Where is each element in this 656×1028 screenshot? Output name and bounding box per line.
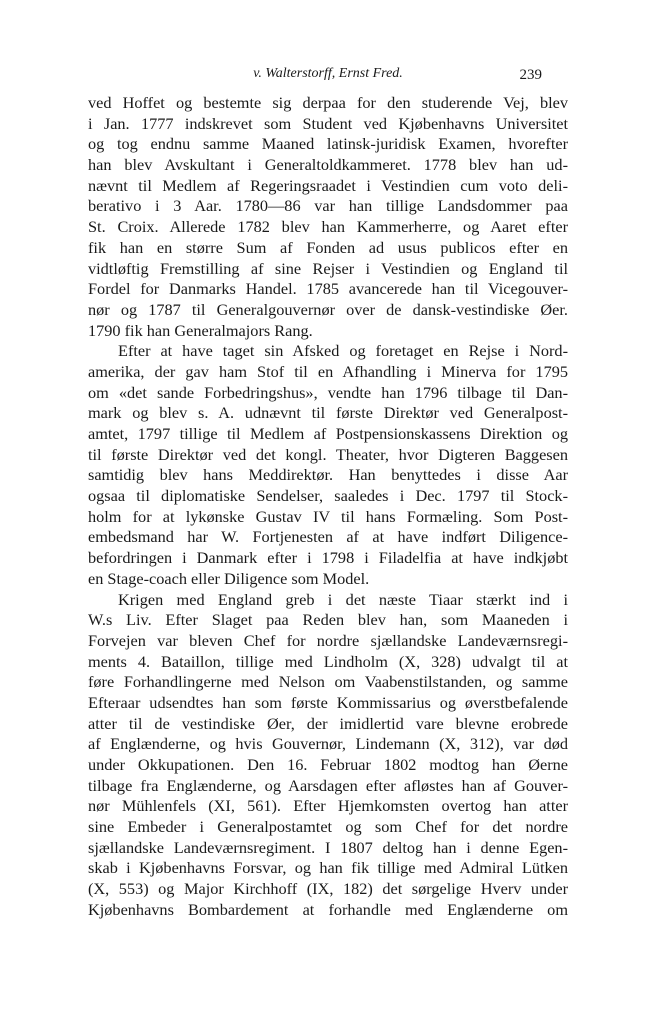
text-line: en Stage-coach eller Diligence som Model. bbox=[88, 568, 370, 588]
text-line: Fordel for Danmarks Handel. 1785 avancerede han til Vicegouver- bbox=[88, 279, 568, 299]
text-line: under Okkupationen. Den 16. Februar 1802 modtog han Øerne bbox=[88, 755, 568, 774]
text-line: ved Hoffet og bestemte sig derpaa for den studerende Vej, blev bbox=[88, 93, 568, 112]
text-line: i Jan. 1777 indskrevet som Student ved Kjøbenhavns Universitet bbox=[88, 113, 568, 133]
text-line: Kjøbenhavns Bombardement at forhandle med Englænderne om bbox=[88, 899, 568, 919]
text-line: nævnt til Medlem af Regeringsraadet i Vestindien cum voto deli- bbox=[88, 175, 568, 195]
text-line: samtidig blev hans Meddirektør. Han benyttedes i disse Aar bbox=[88, 465, 568, 485]
text-line: skab i Kjøbenhavns Forsvar, og han fik tillige med Admiral Lütken bbox=[88, 858, 568, 878]
text-line: nør Mühlenfels (XI, 561). Efter Hjemkomsten overtog han atter bbox=[88, 796, 568, 816]
text-line: føre Forhandlingerne med Nelson om Vaabenstilstanden, og samme bbox=[88, 672, 568, 692]
text-line: St. Croix. Allerede 1782 blev han Kammerherre, og Aaret efter bbox=[88, 217, 568, 237]
text-line: berativo i 3 Aar. 1780—86 var han tillige Landsdommer paa bbox=[88, 196, 568, 216]
text-line: Efter at have taget sin Afsked og foretaget en Rejse i Nord- bbox=[118, 341, 568, 361]
text-line: og tog endnu samme Maaned latinsk-juridisk Examen, hvorefter bbox=[88, 134, 568, 154]
text-line: 1790 fik han Generalmajors Rang. bbox=[88, 320, 313, 340]
text-line: ogsaa til diplomatiske Sendelser, saaledes i Dec. 1797 til Stock- bbox=[88, 486, 568, 506]
text-line: (X, 553) og Major Kirchhoff (IX, 182) det sørgelige Hverv under bbox=[88, 879, 568, 899]
text-line: Krigen med England greb i det næste Tiaar stærkt ind i bbox=[118, 589, 568, 609]
text-line: Efteraar udsendtes han som første Kommissarius og øverstbefalende bbox=[88, 692, 568, 712]
text-line: til første Direktør ved det kongl. Theater, hvor Digteren Baggesen bbox=[88, 444, 568, 464]
text-line: befordringen i Danmark efter i 1798 i Filadelfia at have indkjøbt bbox=[88, 548, 568, 568]
page-number: 239 bbox=[519, 67, 542, 83]
text-line: mark og blev s. A. udnævnt til første Direktør ved Generalpost- bbox=[88, 403, 568, 423]
text-line: vidtløftig Fremstilling af sine Rejser i Vestindien og England til bbox=[88, 258, 568, 278]
text-line: tilbage fra Englænderne, og Aarsdagen efter afløstes han af Gouver- bbox=[88, 775, 568, 795]
text-line: Forvejen var bleven Chef for nordre sjællandske Landeværnsregi- bbox=[88, 630, 568, 650]
running-title: v. Walterstorff, Ernst Fred. bbox=[253, 66, 403, 81]
text-line: fik han en større Sum af Fonden ad usus publicos efter en bbox=[88, 237, 568, 257]
text-line: amtet, 1797 tillige til Medlem af Postpensionskassens Direktion og bbox=[88, 424, 568, 443]
text-line: embedsmand har W. Fortjenesten af at have indført Diligence- bbox=[88, 527, 568, 547]
text-line: om «det sande Forbedringshus», vendte han 1796 tilbage til Dan- bbox=[88, 382, 568, 402]
body-text bbox=[88, 93, 568, 921]
text-line: amerika, der gav ham Stof til en Afhandling i Minerva for 1795 bbox=[88, 361, 568, 381]
text-line: W.s Liv. Efter Slaget paa Reden blev han, som Maaneden i bbox=[88, 610, 568, 630]
text-line: sine Embeder i Generalpostamtet og som Chef for det nordre bbox=[88, 817, 568, 837]
text-line: nør og 1787 til Generalgouvernør over de dansk-vestindiske Øer. bbox=[88, 299, 568, 319]
text-line: han blev Avskultant i Generaltoldkammeret. 1778 blev han ud- bbox=[88, 155, 568, 175]
text-line: af Englænderne, og hvis Gouvernør, Lindemann (X, 312), var død bbox=[88, 734, 568, 754]
page-header bbox=[88, 64, 568, 86]
text-line: sjællandske Landeværnsregiment. I 1807 deltog han i denne Egen- bbox=[88, 837, 568, 857]
text-line: ments 4. Bataillon, tillige med Lindholm (X, 328) udvalgt til at bbox=[88, 651, 568, 671]
text-line: holm for at lykønske Gustav IV til hans Formæling. Som Post- bbox=[88, 506, 568, 526]
text-line: atter til de vestindiske Øer, der imidlertid vare blevne erobrede bbox=[88, 713, 568, 733]
